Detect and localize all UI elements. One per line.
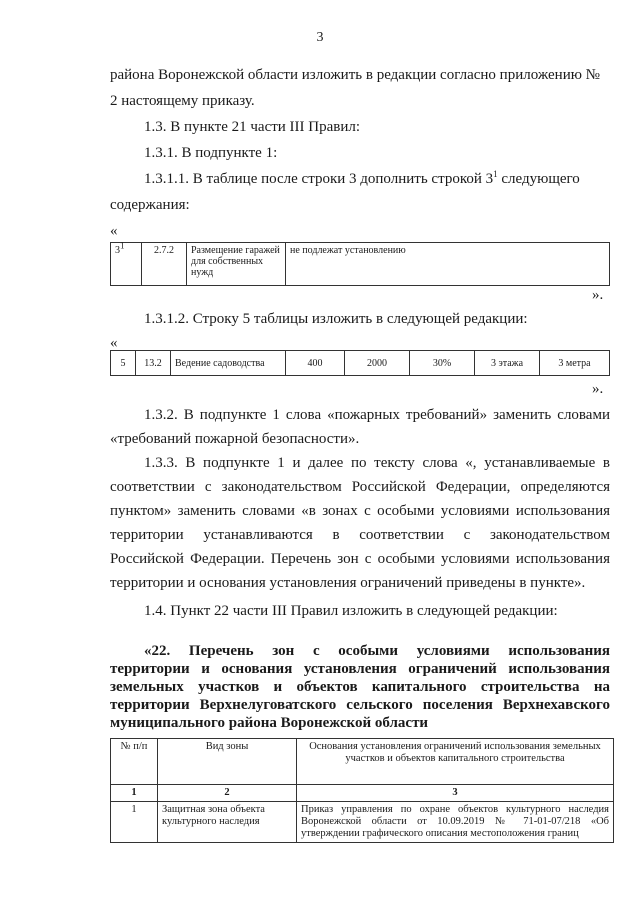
item-1-3-2-line-1: 1.3.2. В подпункте 1 слова «пожарных требований» заменить словами	[144, 407, 610, 423]
item-1-3-3-line: территории устанавливаются в соответствии с законодательством	[110, 527, 610, 543]
row-number: 1	[111, 802, 158, 843]
heading-line: территории Верхнелуговатского сельского поселения Верхнехавского	[110, 697, 610, 713]
table2-cell: 2000	[345, 351, 410, 376]
table2-cell: 13.2	[136, 351, 171, 376]
table2-cell: 30%	[410, 351, 475, 376]
index-cell: 1	[111, 785, 158, 802]
heading-line: «22. Перечень зон с особыми условиями использования	[144, 643, 610, 659]
page-number: 3	[316, 30, 324, 45]
close-quote-2: ».	[592, 381, 604, 397]
item-1-3-3-line: Российской Федерации. Перечень зон с особыми условиями использования	[110, 551, 610, 567]
item-1-3-1: 1.3.1. В подпункте 1:	[144, 145, 278, 161]
item-1-3-3-line: 1.3.3. В подпункте 1 и далее по тексту слова «, устанавливаемые в	[144, 455, 610, 471]
row-basis: Приказ управления по охране объектов культурного наследия Воронежской области от 10.09.2019 № 71-01-07/218 «Об утверждении графического описания местоположения границ	[297, 802, 614, 843]
item-1-3-1-1-text: 1.3.1.1. В таблице после строки 3 дополнить строкой 3	[144, 171, 494, 187]
table2-cell: 400	[286, 351, 345, 376]
table2-cell: 3 этажа	[475, 351, 540, 376]
superscript-1: 1	[493, 169, 498, 179]
close-quote-1: ».	[592, 287, 604, 303]
header-number: № п/п	[111, 739, 158, 785]
paragraph-continuation-line-2: 2 настоящему приказу.	[110, 93, 255, 109]
item-1-3-3-line: пунктом» заменить словами «в зонах с особыми условиями использования	[110, 503, 610, 519]
heading-last-line: муниципального района Воронежской области	[110, 715, 429, 731]
table2-cell: 5	[111, 351, 136, 376]
item-1-3-1-2: 1.3.1.2. Строку 5 таблицы изложить в следующей редакции:	[144, 311, 528, 327]
table1-value: не подлежат установлению	[286, 243, 610, 286]
header-zone-type: Вид зоны	[158, 739, 297, 785]
table2-cell: 3 метра	[540, 351, 610, 376]
item-1-3-1-1-line-2: содержания:	[110, 197, 190, 213]
item-1-3-1-1-tail: следующего	[497, 171, 580, 187]
open-quote-2: «	[110, 335, 118, 351]
table-row	[111, 802, 614, 843]
header-basis: Основания установления ограничений использования земельных участков и объектов капитального строительства	[297, 739, 614, 785]
item-1-3-3-last-line: территории и основания установления ограничений приведены в пункте».	[110, 575, 586, 591]
heading-line: земельных участков и объектов капитального строительства на	[110, 679, 610, 695]
item-1-4: 1.4. Пункт 22 части III Правил изложить в следующей редакции:	[144, 603, 558, 619]
open-quote-1: «	[110, 223, 118, 239]
table2-cell: Ведение садоводства	[171, 351, 286, 376]
table1-num: $3^1$	[111, 243, 142, 286]
item-1-3-1-1-line-1	[144, 170, 610, 188]
row-zone: Защитная зона объекта культурного наследия	[158, 802, 297, 843]
table1-code: 2.7.2	[142, 243, 187, 286]
table1-name: Размещение гаражей для собственных нужд	[187, 243, 286, 286]
heading-line: территории и основания установления ограничений использования	[110, 661, 610, 677]
index-cell: 2	[158, 785, 297, 802]
paragraph-continuation-line-1: района Воронежской области изложить в редакции согласно приложению №	[110, 67, 600, 83]
item-1-3-2-line-2: «требований пожарной безопасности».	[110, 431, 360, 447]
item-1-3: 1.3. В пункте 21 части III Правил:	[144, 119, 361, 135]
zones-table	[110, 738, 614, 843]
table-row-5	[110, 350, 610, 376]
index-cell: 3	[297, 785, 614, 802]
item-1-3-3-line: соответствии с законодательством Российской Федерации, определяются	[110, 479, 610, 495]
table-row-3-1	[110, 242, 610, 286]
